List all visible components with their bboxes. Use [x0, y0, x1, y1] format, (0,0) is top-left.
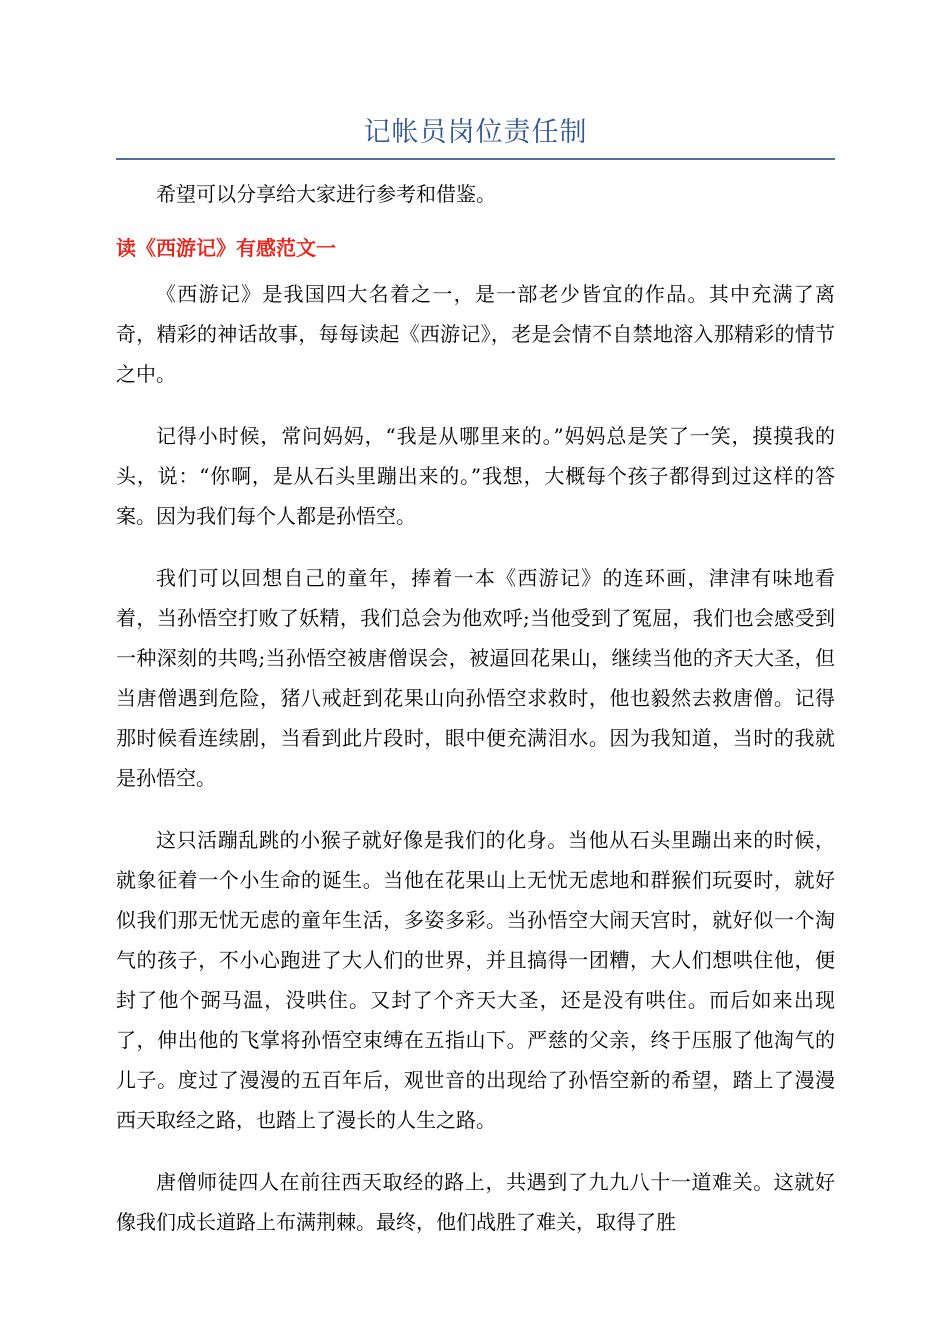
body-paragraph-3: 我们可以回想自己的童年，捧着一本《西游记》的连环画，津津有味地看着，当孙悟空打败了妖精，我们总会为他欢呼;当他受到了冤屈，我们也会感受到一种深刻的共鸣;当孙悟空被唐僧误会，被逼回花果山，继续当他的齐天大圣，但当唐僧遇到危险，猪八戒赶到花果山向孙悟空求救时，他也毅然去救唐僧。记得那时候看连续剧，当看到此片段时，眼中便充满泪水。因为我知道，当时的我就是孙悟空。: [116, 566, 835, 790]
document-body: [116, 174, 835, 1264]
body-paragraph-5: 唐僧师徒四人在前往西天取经的路上，共遇到了九九八十一道难关。这就好像我们成长道路上布满荆棘。最终，他们战胜了难关，取得了胜: [116, 1170, 835, 1234]
section-heading: 读《西游记》有感范文一: [116, 236, 336, 260]
intro-paragraph: 希望可以分享给大家进行参考和借鉴。: [156, 182, 496, 206]
body-paragraph-4: 这只活蹦乱跳的小猴子就好像是我们的化身。当他从石头里蹦出来的时候，就象征着一个小生命的诞生。当他在花果山上无忧无虑地和群猴们玩耍时，就好似我们那无忧无虑的童年生活，多姿多彩。当孙悟空大闹天宫时，就好似一个淘气的孩子，不小心跑进了大人们的世界，并且搞得一团糟，大人们想哄住他，便封了他个弼马温，没哄住。又封了个齐天大圣，还是没有哄住。而后如来出现了，伸出他的飞掌将孙悟空束缚在五指山下。严慈的父亲，终于压服了他淘气的儿子。度过了漫漫的五百年后，观世音的出现给了孙悟空新的希望，踏上了漫漫西天取经之路，也踏上了漫长的人生之路。: [116, 828, 835, 1132]
document-title: 记帐员岗位责任制: [363, 117, 588, 148]
body-paragraph-1: 《西游记》是我国四大名着之一，是一部老少皆宜的作品。其中充满了离奇，精彩的神话故事，每每读起《西游记》，老是会情不自禁地溶入那精彩的情节之中。: [116, 282, 835, 386]
document-header: [116, 112, 835, 160]
body-paragraph-2: 记得小时候，常问妈妈，“我是从哪里来的。”妈妈总是笑了一笑，摸摸我的头，说：“你啊，是从石头里蹦出来的。”我想，大概每个孩子都得到过这样的答案。因为我们每个人都是孙悟空。: [116, 424, 835, 528]
